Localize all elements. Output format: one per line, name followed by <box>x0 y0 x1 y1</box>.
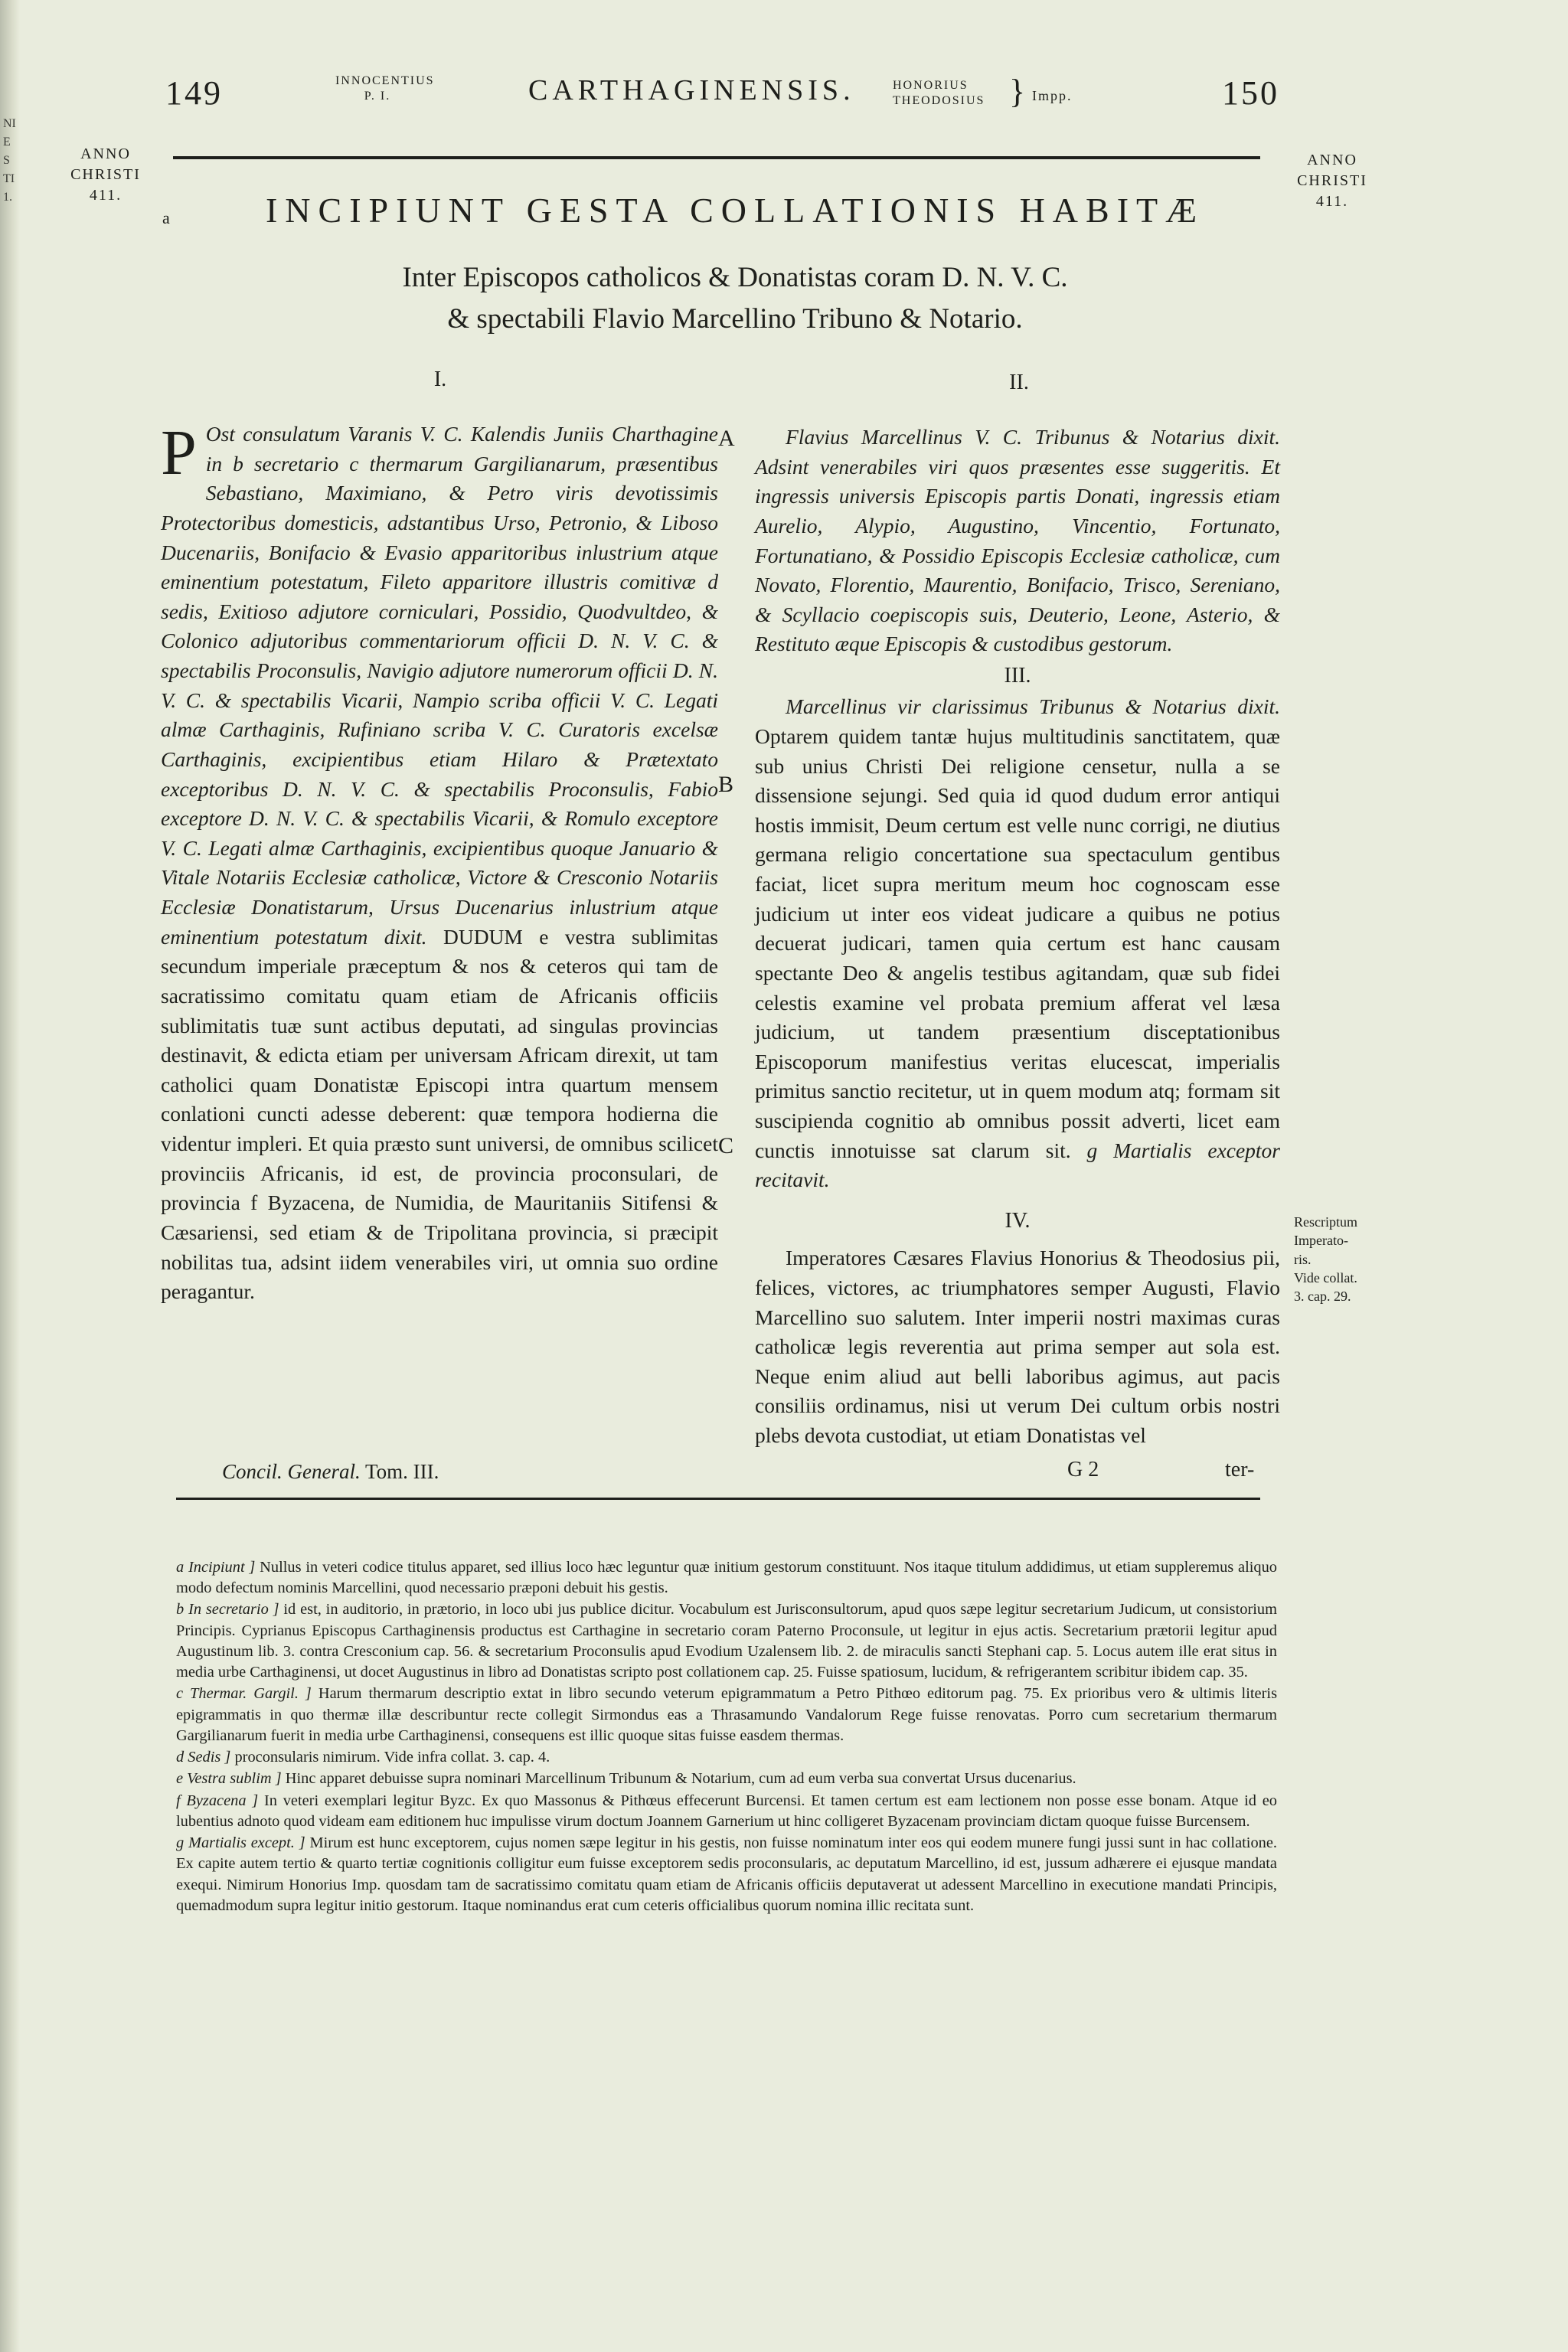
footnote-b-text: id est, in auditorio, in prætorio, in loco ubi jus publice dicitur. Vocabulum est Jurisconsultorum, apud quos sæpe legitur secretarium Judicum, ut consistorium Principis. Cyprianus Episcopus Carthaginensis productus est Carthagine in secretario coram Paterno Proconsule, ut legitur in ejus actis. Secretarium prætorii legitur apud Augustinum lib. 3. contra Cresconium cap. 56. & secretarium Proconsulis apud Evodium Uzalensem lib. 2. de miraculis sancti Stephani cap. 5. Locus autem ille erat situs in media urbe Carthaginensi, ut docet Augustinus in libro ad Donatistas scripto post collationem cap. 25. Fuisse spatiosum, lucidum, & refrigerantem scribitur ibidem cap. 35. <box>176 1601 1277 1681</box>
header-rule <box>173 156 1260 159</box>
margin-year-left-line3: 411. <box>89 187 122 204</box>
margin-year-left-line1: ANNO <box>80 145 131 162</box>
document-subtitle <box>176 257 1294 339</box>
catchword: ter- <box>1225 1458 1255 1481</box>
margin-year-right-line3: 411. <box>1315 193 1349 210</box>
running-title: CARTHAGINENSIS. <box>528 74 855 106</box>
footnote-b <box>176 1599 1277 1683</box>
document-title: INCIPIUNT GESTA COLLATIONIS HABITÆ <box>265 191 1205 230</box>
paragraph-i-italic: Ost consulatum Varanis V. C. Kalendis Juniis Charthagine in b secretario c thermarum Gargilianarum, præsentibus Sebastiano, Maximiano, & Petro viris devotissimis Protectoribus domesticis, adstantibus Urso, Petronio, & Liboso Ducenariis, Bonifacio & Evasio apparitoribus inlustrium atque eminentium potestatum, Fileto apparitore illustris comitivæ d sedis, Exitioso adjutore corniculari, Possidio, Quodvultdeo, & Colonico adjutoribus commentariorum officii D. N. V. C. & spectabilis Proconsulis, Navigio adjutore numerorum officii D. N. V. C. & spectabilis Vicarii, Nampio scriba officii V. C. Legati almæ Carthaginis, Rufiniano scriba V. C. Curatoris excelsæ Carthaginis, excipientibus etiam Hilaro & Prætextato exceptoribus D. N. V. C. & spectabilis Proconsulis, Fabio exceptore D. N. V. C. & spectabilis Vicarii, & Romulo exceptore V. C. Legati almæ Carthaginis, excipientibus quoque Januario & Vitale Notariis Ecclesiæ catholicæ, Victore & Cresconio Notariis Ecclesiæ Donatistarum, Ursus Ducenarius inlustrium atque eminentium potestatum dixit. <box>161 422 718 949</box>
footnote-g-text: Mirum est hunc exceptorem, cujus nomen sæpe legitur in his gestis, non fuisse nominatum inter eos qui eodem munere fungi jussi sunt in hac collatione. Ex capite autem tertio & quarto tertiæ cognitionis colligitur eum fuisse exceptorem sedis proconsularis, ac deputatum Marcellino, id est, jussum adhærere ei ejusque mandata exequi. Nimirum Honorius Imp. quosdam tam de sacratissimo comitatu quam etiam de Africanis officiis deputaverat ut adessent Marcellino in executione mandati Principis, quemadmodum supra legitur initio gestorum. Itaque nominandus erat cum ceteris officialibus quorum nomina illic recitata sunt. <box>176 1834 1277 1914</box>
footnote-c-label: c Thermar. Gargil. ] <box>176 1685 312 1703</box>
right-column <box>755 423 1280 1451</box>
subtitle-line2: & spectabili Flavio Marcellino Tribuno & Notario. <box>447 302 1023 335</box>
footnote-e <box>176 1769 1277 1789</box>
footnote-d-label: d Sedis ] <box>176 1749 231 1766</box>
footnote-b-label: b In secretario ] <box>176 1601 279 1619</box>
book-spine <box>0 0 20 2352</box>
margin-year-right <box>1286 150 1378 212</box>
spine-text: NI ESTI 1. <box>3 117 16 204</box>
section-number-i: I. <box>433 368 447 391</box>
footnote-d-text: proconsularis nimirum. Vide infra collat. 3. cap. 4. <box>234 1749 550 1766</box>
side-marker-c: C <box>718 1133 734 1158</box>
margin-year-right-line1: ANNO <box>1307 152 1357 168</box>
header-left-tag <box>335 74 435 104</box>
header-right-tag-line2: THEODOSIUS <box>893 94 985 107</box>
paragraph-ii: Flavius Marcellinus V. C. Tribunus & Notarius dixit. Adsint venerabiles viri quos præsentes esse suggeritis. Et ingressis universis Episcopis partis Donati, ingressis etiam Aurelio, Alypio, Augustino, Vincentio, Fortunato, Fortunatiano, & Possidio Episcopis Ecclesiæ catholicæ, cum Novato, Florentio, Maurentio, Bonifacio, Trisco, Sereniano, & Scyllacio coepiscopis suis, Deuterio, Leone, Asterio, & Restituto æque Episcopis & custodibus gestorum. <box>755 425 1280 656</box>
footnote-a <box>176 1557 1277 1599</box>
paragraph-iii <box>755 692 1280 1195</box>
footnote-rule <box>176 1498 1260 1500</box>
side-note-rescriptum <box>1294 1213 1386 1305</box>
side-note-line1: Rescriptum <box>1294 1214 1357 1230</box>
side-note-line4: Vide collat. <box>1294 1269 1357 1285</box>
footnote-a-text: Nullus in veteri codice titulus apparet, sed illius loco hæc leguntur quæ initium gestorum constituunt. Nos itaque titulum addidimus, ut etiam suppleremus aliquo modo defectum nominis Marcellini, quod necessario præponi debuit his gestis. <box>176 1559 1277 1597</box>
subtitle-line1: Inter Episcopos catholicos & Donatistas coram D. N. V. C. <box>402 262 1068 293</box>
header-left-tag-line1: INNOCENTIUS <box>335 74 435 87</box>
section-number-ii: II. <box>1009 371 1029 394</box>
footnote-e-text: Hinc apparet debuisse supra nominari Marcellinum Tribunum & Notarium, cum ad eum verba sua convertat Ursus ducenarius. <box>285 1770 1076 1788</box>
footnote-a-label: a Incipiunt ] <box>176 1559 256 1576</box>
paragraph-i <box>161 417 718 1307</box>
margin-year-left-line2: CHRISTI <box>70 166 141 183</box>
signature-concil-roman: Tom. III. <box>365 1460 439 1483</box>
section-number-iii: III. <box>1004 664 1031 688</box>
signature-mark: G 2 <box>1067 1458 1099 1481</box>
footnote-g-label: g Martialis except. ] <box>176 1834 305 1852</box>
footnote-d <box>176 1747 1277 1768</box>
footnote-f-text: In veteri exemplari legitur Byzc. Ex quo Massonus & Pithœus effecerunt Burcensi. Et tamen certum est eam lectionem non posse esse bonam. Atque id eo lubentius adnoto quod videam eam editionem huc impulisse virum doctum Joannem Garnerium ut hinc colligeret Byzacenam provinciam dictam quoque fuisse Burcensem. <box>176 1792 1277 1830</box>
side-note-line2: Imperato- <box>1294 1233 1348 1249</box>
side-note-line3: ris. <box>1294 1251 1312 1267</box>
header-right-tag <box>893 78 1008 109</box>
side-note-line5: 3. cap. 29. <box>1294 1289 1351 1305</box>
header-right-tag-line1: HONORIUS <box>893 79 969 92</box>
paragraph-i-roman: DUDUM e vestra sublimitas secundum imperiale præceptum & nos & ceteros qui tam de sacratissimo comitatu quam etiam de Africanis officiis sublimitatis tuæ sunt actibus deputati, ad singulas provincias destinavit, & edicta etiam per universam Africam direxit, ut tam catholici quam Donatistæ Episcopi intra quartum mensem conlationi cuncti adesse deberent: quæ tempora hodierna die videntur impleri. Et quia præsto sunt universi, de omnibus scilicet provinciis Africanis, id est, de provincia proconsulari, de provincia f Byzacena, de Numidia, de Mauritaniis Sitifensi & Cæsariensi, sed etiam & de Tripolitana provincia, si præcipit nobilitas tua, adsint iidem venerabiles viri, ut omnia suo ordine peragantur. <box>161 924 718 1304</box>
footnote-c-text: Harum thermarum descriptio extat in libro secundo veterum epigrammatum a Petro Pithœo editorum pag. 75. Ex prioribus vero & ultimis literis epigrammatis in quo thermæ illæ describuntur recte collegit Sirmondus eas a Thrasamundo Vandalorum Rege fuisse renovatas. Porro cum secretarium thermarum Gargilianarum fuerit in media urbe Carthaginensi, consequens est illic quoque sitas fuisse easdem thermas. <box>176 1685 1277 1744</box>
margin-year-left <box>60 144 152 206</box>
header-left-tag-line2: P. I. <box>364 90 391 103</box>
header-brace: } <box>1009 73 1026 110</box>
signature-concil-italic: Concil. General. <box>222 1460 361 1483</box>
footnote-c <box>176 1684 1277 1746</box>
side-marker-b: B <box>718 772 734 797</box>
footnote-g <box>176 1833 1277 1916</box>
footnote-e-label: e Vestra sublim ] <box>176 1770 282 1788</box>
margin-year-right-line2: CHRISTI <box>1297 172 1367 189</box>
left-column <box>161 417 718 1307</box>
page-number-left: 149 <box>165 74 223 112</box>
footnotes <box>176 1557 1277 1917</box>
signature-concil <box>222 1458 439 1487</box>
paragraph-iv: Imperatores Cæsares Flavius Honorius & Theodosius pii, felices, victores, ac triumphatores semper Augusti, Flavio Marcellino suo salutem. Inter imperii nostri maximas curas catholicæ legis reverentia aut prima semper aut sola est. Neque enim aliud aut belli laboribus agimus, aut pacis consiliis ordinamus, nisi ut verum Dei cultum orbis nostri plebs devota custodiat, ut etiam Donatistas vel <box>755 1246 1280 1448</box>
side-marker-a: A <box>718 426 735 451</box>
drop-cap: P <box>161 417 197 488</box>
section-number-iv: IV. <box>1004 1208 1031 1233</box>
paragraph-iii-italic: Marcellinus vir clarissimus Tribunus & Notarius dixit. <box>786 694 1280 719</box>
footnote-f <box>176 1791 1277 1832</box>
paragraph-iii-tail: g Martialis exceptor recitavit. <box>755 1138 1280 1192</box>
paragraph-iii-roman: Optarem quidem tantæ hujus multitudinis sanctitatem, quæ sub unius Christi Dei religione censetur, nulla a se dissensione sejungi. Sed quia id quod dudum error antiqui hostis immisit, Deum certum est velle nunc corrigi, ne diutius germana religio concertatione sua spectaculum gentibus faciat, licet supra meritum meum hoc cognoscam esse judicium ut inter eos videat judicare a quibus ne potius decuerat judicari, tamen quia certum est hanc causam spectante Deo & angelis testibus agitandam, quæ sub fidei celestis examine vel probata premium afferat vel læsa judicium, ut tandem præsentium disceptationibus Episcoporum manifestius veritas elucescat, imperialis primitus sanctio recitetur, ut in quem modum atq; formam sit suscipienda cognitio ab omnibus possit adverti, licet eam cunctis innotuisse sat clarum sit. <box>755 724 1280 1162</box>
page-number-right: 150 <box>1222 74 1279 112</box>
title-footnote-marker: a <box>162 208 170 227</box>
footnote-f-label: f Byzacena ] <box>176 1792 259 1809</box>
header-right-suffix: Impp. <box>1032 88 1073 103</box>
